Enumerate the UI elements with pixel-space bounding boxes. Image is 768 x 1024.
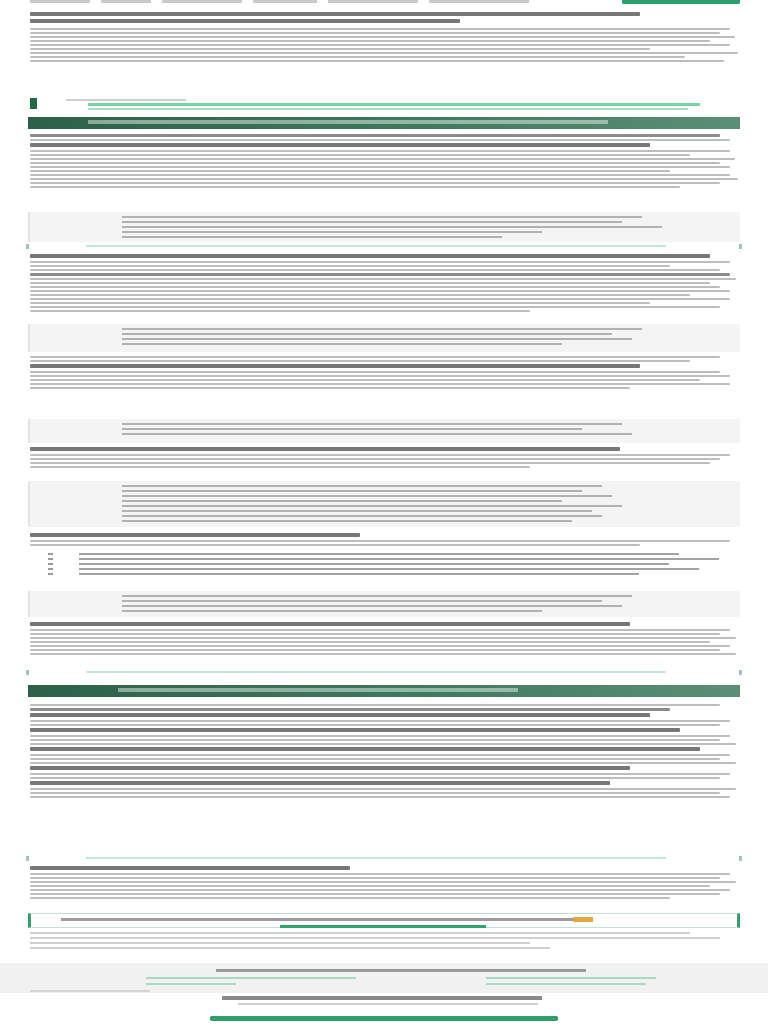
section-paragraph <box>30 254 738 314</box>
footer-action-button[interactable] <box>210 1016 558 1021</box>
intro-paragraph <box>30 28 738 64</box>
list-item <box>48 568 728 570</box>
list-item <box>48 573 728 575</box>
section-divider <box>26 244 742 249</box>
toc-heading <box>66 99 186 101</box>
code-block <box>28 591 740 617</box>
code-block <box>28 419 740 443</box>
bullet-list <box>48 553 728 578</box>
footer-title <box>222 996 542 1000</box>
section-banner <box>28 685 740 697</box>
nav-link[interactable] <box>253 0 317 3</box>
list-item <box>48 553 728 555</box>
code-block <box>28 481 740 527</box>
section-paragraph <box>30 622 738 657</box>
section-paragraph <box>30 447 738 470</box>
section-divider <box>26 856 742 861</box>
nav-link[interactable] <box>328 0 418 3</box>
nav-link[interactable] <box>162 0 242 3</box>
list-item <box>48 558 728 560</box>
nav-link[interactable] <box>30 0 90 3</box>
footer-meta <box>30 990 150 992</box>
related-link[interactable] <box>146 983 236 985</box>
section-paragraph <box>30 134 738 190</box>
callout-link[interactable] <box>280 925 486 928</box>
highlight-mark <box>573 917 593 922</box>
code-block <box>28 324 740 352</box>
list-item <box>48 563 728 565</box>
toc-link[interactable] <box>88 108 688 110</box>
top-nav <box>30 0 610 6</box>
section-paragraph <box>30 866 738 901</box>
nav-link[interactable] <box>429 0 529 3</box>
section-divider <box>26 670 742 675</box>
toc-link[interactable] <box>88 103 700 106</box>
code-block <box>28 212 740 242</box>
related-link[interactable] <box>146 977 356 979</box>
section-banner <box>28 117 740 129</box>
section-paragraph <box>30 356 738 391</box>
top-action-button[interactable] <box>622 0 740 4</box>
footer-subtitle <box>238 1003 538 1005</box>
related-links <box>0 963 768 993</box>
square-badge-icon <box>30 98 37 109</box>
footnotes <box>30 932 730 952</box>
page-title <box>30 12 738 26</box>
section-paragraph <box>30 533 738 548</box>
related-link[interactable] <box>486 983 646 985</box>
section-paragraph <box>30 704 738 800</box>
related-link[interactable] <box>486 977 656 979</box>
nav-link[interactable] <box>101 0 151 3</box>
